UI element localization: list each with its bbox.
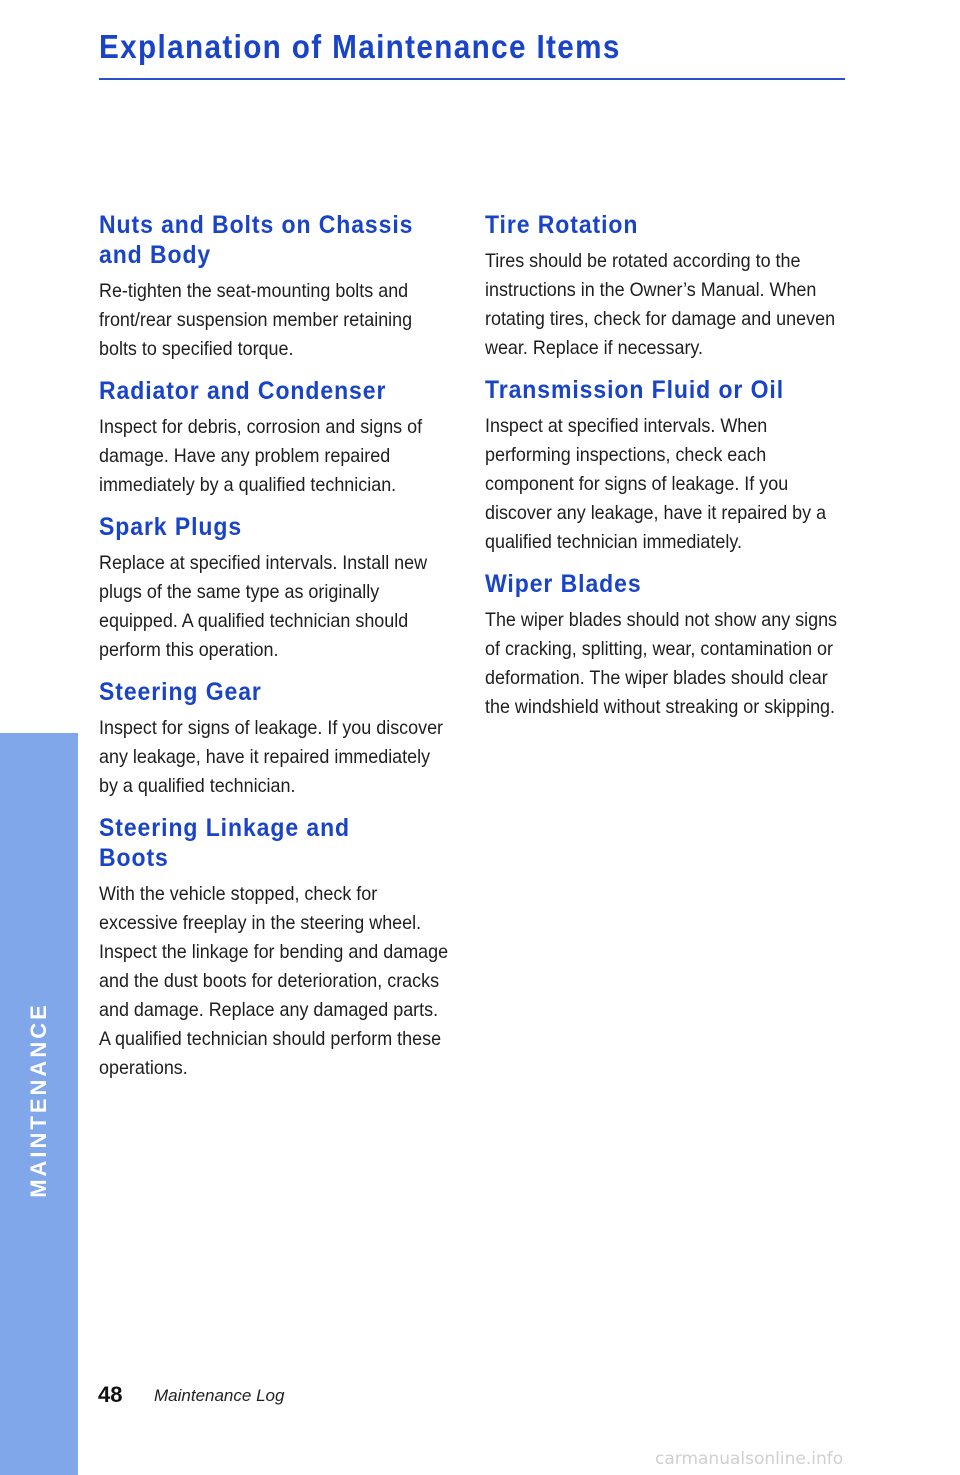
section-heading: Radiator and Condenser <box>99 377 387 405</box>
section-wiper-blades <box>485 569 850 722</box>
section-body: Inspect for debris, corrosion and signs of damage. Have any problem repaired immediately by a qualified technician. <box>99 416 423 496</box>
section-radiator <box>99 376 455 500</box>
section-steering-linkage <box>99 813 455 1083</box>
section-nuts-and-bolts <box>99 210 455 364</box>
watermark: carmanualsonline.info <box>655 1449 844 1469</box>
section-body: Tires should be rotated according to the instructions in the Owner’s Manual. When rotating tires, check for damage and uneven wear. Replace if necessary. <box>485 250 836 359</box>
page-number: 48 <box>98 1382 123 1407</box>
section-body: Inspect at specified intervals. When performing inspections, check each component for signs of leakage. If you discover any leakage, have it repaired by a qualified technician immediately. <box>485 415 827 553</box>
section-transmission-fluid <box>485 375 850 557</box>
section-body: With the vehicle stopped, check for excessive freeplay in the steering wheel. Inspect the linkage for bending and damage and the dust boots for deterioration, cracks and damage. Replace any damaged parts. A qualified technician should perform these operations. <box>99 883 449 1079</box>
section-heading: Wiper Blades <box>485 570 642 598</box>
section-heading: Transmission Fluid or Oil <box>485 376 785 404</box>
section-body: Inspect for signs of leakage. If you discover any leakage, have it repaired immediately by a qualified technician. <box>99 717 444 797</box>
section-heading: Steering Gear <box>99 678 262 706</box>
section-spark-plugs <box>99 512 455 665</box>
right-column <box>485 210 850 734</box>
section-body: Replace at specified intervals. Install new plugs of the same type as originally equipped. A qualified technician should perform this operation. <box>99 552 428 661</box>
title-divider <box>99 78 845 80</box>
section-body: Re-tighten the seat-mounting bolts and front/rear suspension member retaining bolts to specified torque. <box>99 280 413 360</box>
section-steering-gear <box>99 677 455 801</box>
section-heading: Tire Rotation <box>485 211 639 239</box>
left-column <box>99 210 455 1095</box>
footer-section-label: Maintenance Log <box>154 1386 285 1405</box>
section-heading: Steering Linkage and Boots <box>99 814 351 872</box>
section-body: The wiper blades should not show any signs of cracking, splitting, wear, contamination or deformation. The wiper blades should clear the windshield without streaking or skipping. <box>485 609 838 718</box>
page-title: Explanation of Maintenance Items <box>99 28 621 65</box>
section-tire-rotation <box>485 210 850 363</box>
side-tab-label: MAINTENANCE <box>26 1002 51 1198</box>
section-heading: Spark Plugs <box>99 513 243 541</box>
section-heading: Nuts and Bolts on Chassis and Body <box>99 211 414 269</box>
